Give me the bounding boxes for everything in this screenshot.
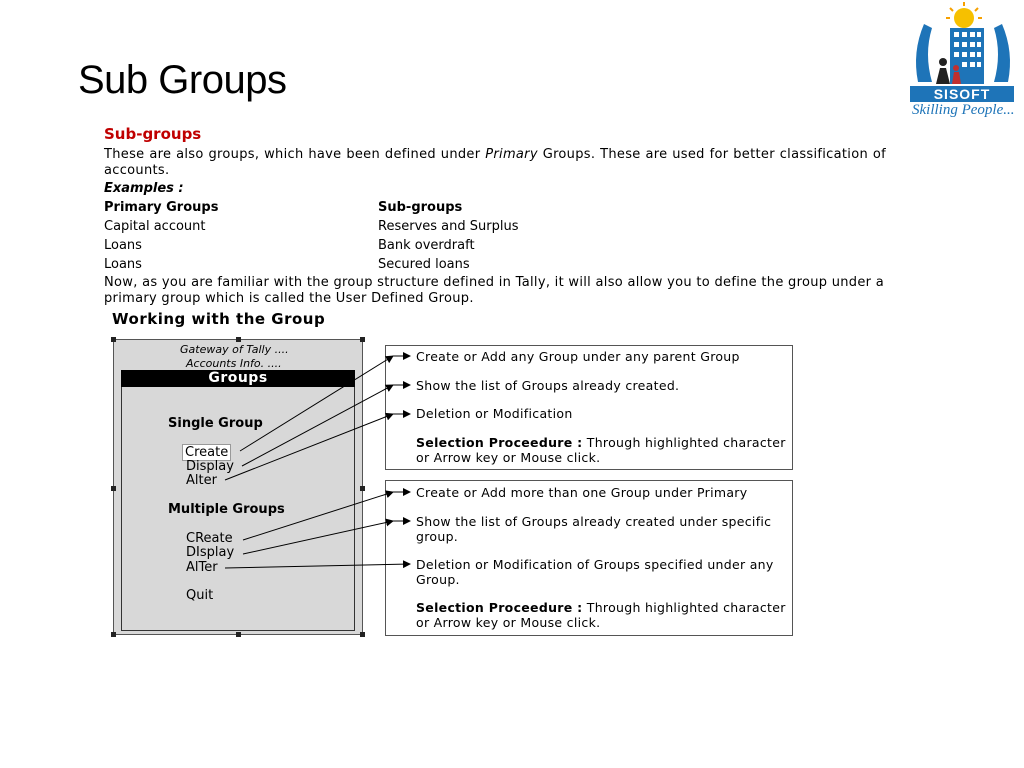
table-cell: Bank overdraft	[378, 238, 475, 253]
box2-alter-text: Deletion or Modification of Groups specified under any Group.	[416, 557, 774, 587]
table-cell: Secured loans	[378, 257, 470, 272]
gateway-line: Gateway of Tally ....	[180, 343, 289, 356]
groups-menu-title: Groups	[121, 370, 355, 387]
arrow-multi-create	[243, 492, 393, 540]
box2-procedure: Selection Proceedure : Through highlighted character or Arrow key or Mouse click.	[416, 600, 786, 630]
arrow-alter	[225, 414, 393, 480]
box1-procedure: Selection Proceedure : Through highlighted character or Arrow key or Mouse click.	[416, 435, 786, 465]
working-heading: Working with the Group	[112, 310, 326, 328]
menu-item-display[interactable]: Display	[186, 459, 234, 474]
single-group-heading: Single Group	[168, 416, 263, 431]
box1-display-text: Show the list of Groups already created.	[416, 378, 680, 393]
menu-item-quit[interactable]: Quit	[186, 588, 214, 603]
table-cell: Reserves and Surplus	[378, 219, 519, 234]
box1-alter-text: Deletion or Modification	[416, 406, 573, 421]
box1-create-text: Create or Add any Group under any parent Group	[416, 349, 740, 364]
menu-item-alter[interactable]: Alter	[186, 473, 217, 488]
section-heading: Sub-groups	[104, 125, 202, 143]
box2-create-text: Create or Add more than one Group under Primary	[416, 485, 748, 500]
box2-display-text: Show the list of Groups already created under specific group.	[416, 514, 772, 544]
multiple-groups-heading: Multiple Groups	[168, 502, 285, 517]
logo-tagline: Skilling People...	[912, 102, 1015, 118]
gateway-line: Accounts Info. ....	[186, 357, 282, 370]
menu-item-multi-display[interactable]: DIsplay	[186, 545, 235, 560]
menu-item-multi-alter[interactable]: AlTer	[186, 560, 218, 575]
examples-label: Examples :	[104, 181, 184, 196]
col-primary-groups: Primary Groups	[104, 200, 219, 215]
intro-paragraph: These are also groups, which have been defined under Primary Groups. These are used for better classification of accounts.	[104, 147, 886, 178]
col-sub-groups: Sub-groups	[378, 200, 463, 215]
menu-item-create[interactable]: Create	[182, 444, 231, 461]
arrow-create	[240, 356, 393, 451]
arrow-multi-alter	[225, 564, 410, 568]
logo-brand: SISOFT	[910, 86, 1014, 102]
user-defined-paragraph: Now, as you are familiar with the group structure defined in Tally, it will also allow you to define the group under a primary group which is called the User Defined Group.	[104, 275, 885, 306]
table-cell: Loans	[104, 238, 142, 253]
slide-title: Sub Groups	[78, 58, 287, 102]
table-cell: Capital account	[104, 219, 206, 234]
menu-item-multi-create[interactable]: CReate	[186, 531, 233, 546]
arrow-multi-display	[243, 521, 393, 554]
arrow-display	[242, 385, 393, 466]
table-cell: Loans	[104, 257, 142, 272]
